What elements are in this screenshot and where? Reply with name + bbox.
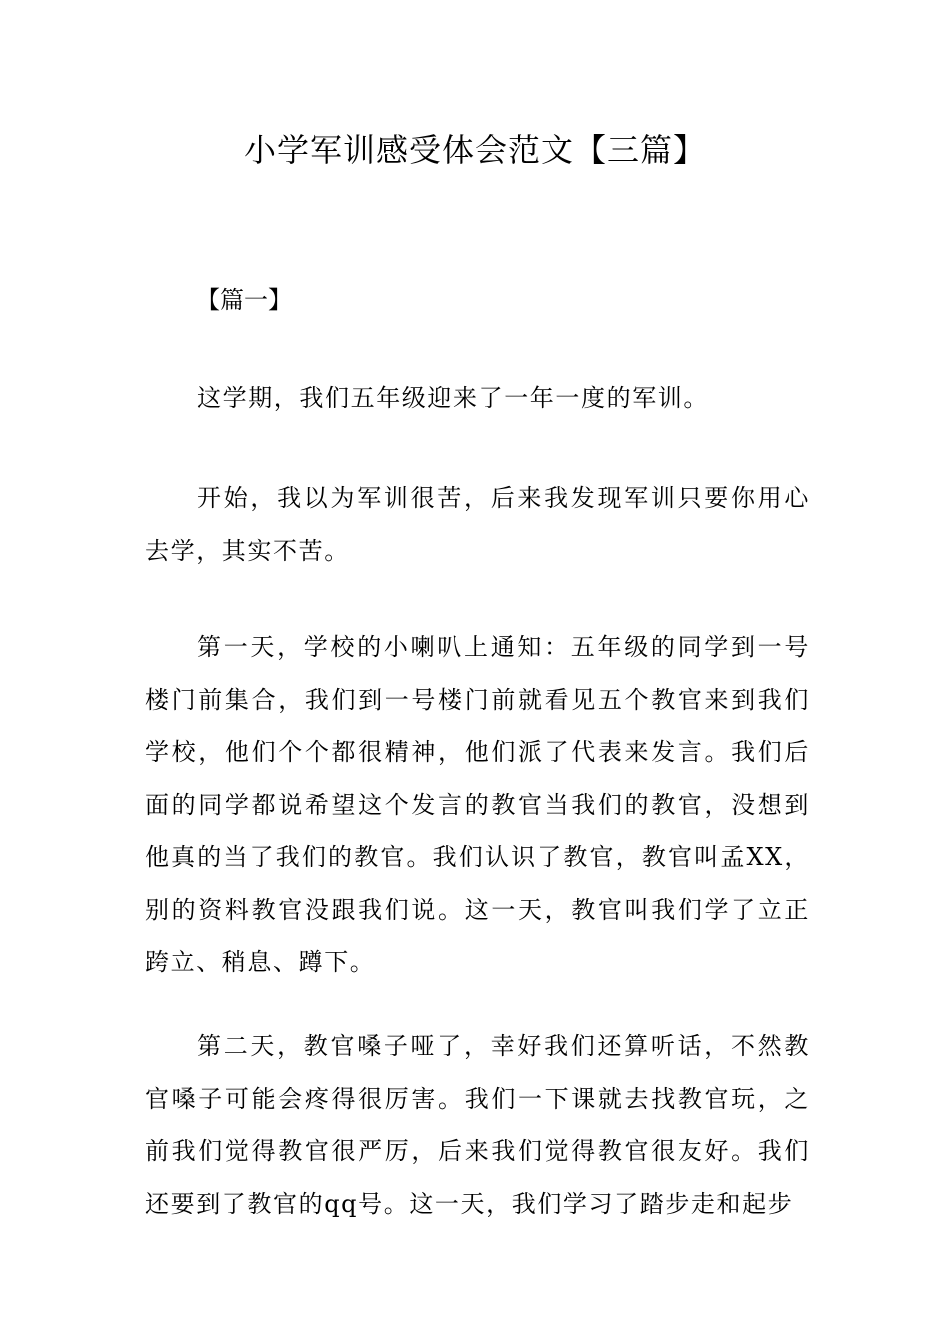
paragraph-1: 这学期，我们五年级迎来了一年一度的军训。 [197,384,709,412]
paragraph-2: 开始，我以为军训很苦，后来我发现军训只要你用心去学，其实不苦。 [145,484,810,565]
paragraph-4: 第二天，教官嗓子哑了，幸好我们还算听话，不然教官嗓子可能会疼得很厉害。我们一下课就去找教官玩，之前我们觉得教官很严厉，后来我们觉得教官很友好。我们还要到了教官的qq号。这一天，我们学习了踏步走和起步 [145,1032,810,1218]
paragraph-3: 第一天，学校的小喇叭上通知：五年级的同学到一号楼门前集合，我们到一号楼门前就看见五个教官来到我们学校，他们个个都很精神，他们派了代表来发言。我们后面的同学都说希望这个发言的教官当我们的教官，没想到他真的当了我们的教官。我们认识了教官，教官叫孟XX，别的资料教官没跟我们说。这一天，教官叫我们学了立正跨立、稍息、蹲下。 [145,633,810,976]
section-label: 【篇一】 [196,286,292,314]
document-title: 小学军训感受体会范文【三篇】 [243,131,706,169]
